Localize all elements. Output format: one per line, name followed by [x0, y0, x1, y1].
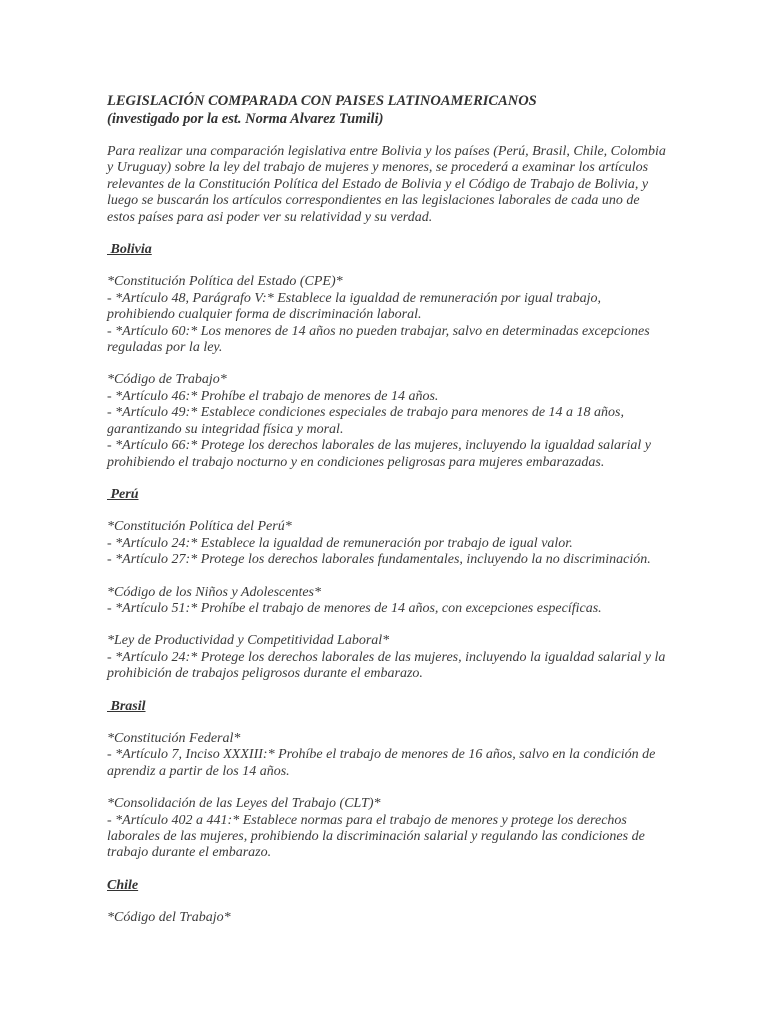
bolivia-cpe-title: *Constitución Política del Estado (CPE)*: [107, 274, 343, 290]
intro-paragraph: Para realizar una comparación legislativa entre Bolivia y los países (Perú, Brasil, Chile, Colombia y Uruguay) sobre la ley del trabajo de mujeres y menores, se procederá a examinar los artículos relevantes de la Constitución Política del Estado de Bolivia y el Código de Trabajo de Bolivia, y luego se buscarán los artículos correspondientes en las legislaciones laborales de cada uno de estos países para asi poder ver su relatividad y su verdad.: [107, 144, 666, 225]
bolivia-cpe-article-48: - *Artículo 48, Parágrafo V:* Establece la igualdad de remuneración por igual trabajo, prohibiendo cualquier forma de discriminación laboral.: [107, 290, 601, 323]
country-heading-chile: Chile: [107, 877, 139, 893]
brasil-constitucion-title: *Constitución Federal*: [107, 730, 241, 746]
bolivia-codigo-article-49: - *Artículo 49:* Establece condiciones especiales de trabajo para menores de 14 a 18 años, garantizando su integridad física y moral.: [107, 405, 624, 437]
document-content: [107, 92, 667, 943]
peru-constitucion-article-24: - *Artículo 24:* Establece la igualdad de remuneración por trabajo de igual valor.: [107, 535, 573, 551]
document-subtitle: (investigado por la est. Norma Alvarez Tumili): [107, 111, 384, 127]
peru-codigo-ninos-article-51: - *Artículo 51:* Prohíbe el trabajo de menores de 14 años, con excepciones específicas.: [107, 600, 602, 616]
chile-codigo-block: [107, 910, 667, 926]
bolivia-codigo-article-46: - *Artículo 46:* Prohíbe el trabajo de menores de 14 años.: [107, 388, 439, 404]
peru-ley-productividad-title: *Ley de Productividad y Competitividad Laboral*: [107, 633, 390, 649]
peru-constitucion-article-27: - *Artículo 27:* Protege los derechos laborales fundamentales, incluyendo la no discriminación.: [107, 552, 651, 568]
brasil-clt-title: *Consolidación de las Leyes del Trabajo (CLT)*: [107, 796, 381, 812]
bolivia-cpe-article-60: - *Artículo 60:* Los menores de 14 años no pueden trabajar, salvo en determinadas excepciones reguladas por la ley.: [107, 323, 650, 356]
document-title: LEGISLACIÓN COMPARADA CON PAISES LATINOAMERICANOS: [107, 93, 537, 109]
peru-ley-productividad-block: [107, 633, 667, 682]
brasil-clt-block: [107, 796, 667, 862]
chile-codigo-title: *Código del Trabajo*: [107, 910, 231, 926]
bolivia-codigo-block: [107, 372, 667, 470]
country-heading-brasil: Brasil: [107, 698, 146, 714]
bolivia-codigo-title: *Código de Trabajo*: [107, 372, 227, 388]
peru-constitucion-title: *Constitución Política del Perú*: [107, 519, 292, 535]
peru-constitucion-block: [107, 519, 667, 568]
peru-codigo-ninos-title: *Código de los Niños y Adolescentes*: [107, 584, 321, 600]
brasil-constitucion-article-7: - *Artículo 7, Inciso XXXIII:* Prohíbe el trabajo de menores de 16 años, salvo en la condición de aprendiz a partir de los 14 años.: [107, 747, 656, 779]
brasil-clt-articles-402-441: - *Artículo 402 a 441:* Establece normas para el trabajo de menores y protege los derechos laborales de las mujeres, prohibiendo la discriminación salarial y regulando las condiciones de trabajo durante el embarazo.: [107, 812, 645, 861]
bolivia-cpe-block: [107, 274, 667, 356]
peru-ley-productividad-article-24: - *Artículo 24:* Protege los derechos laborales de las mujeres, incluyendo la igualdad salarial y la prohibición de trabajos peligrosos durante el embarazo.: [107, 649, 666, 682]
brasil-constitucion-block: [107, 731, 667, 780]
peru-codigo-ninos-block: [107, 585, 667, 618]
bolivia-codigo-article-66: - *Artículo 66:* Protege los derechos laborales de las mujeres, incluyendo la igualdad salarial y prohibiendo el trabajo nocturno y en condiciones peligrosas para mujeres embarazadas.: [107, 438, 651, 470]
country-heading-peru: Perú: [107, 486, 139, 502]
country-heading-bolivia: Bolivia: [107, 242, 152, 258]
